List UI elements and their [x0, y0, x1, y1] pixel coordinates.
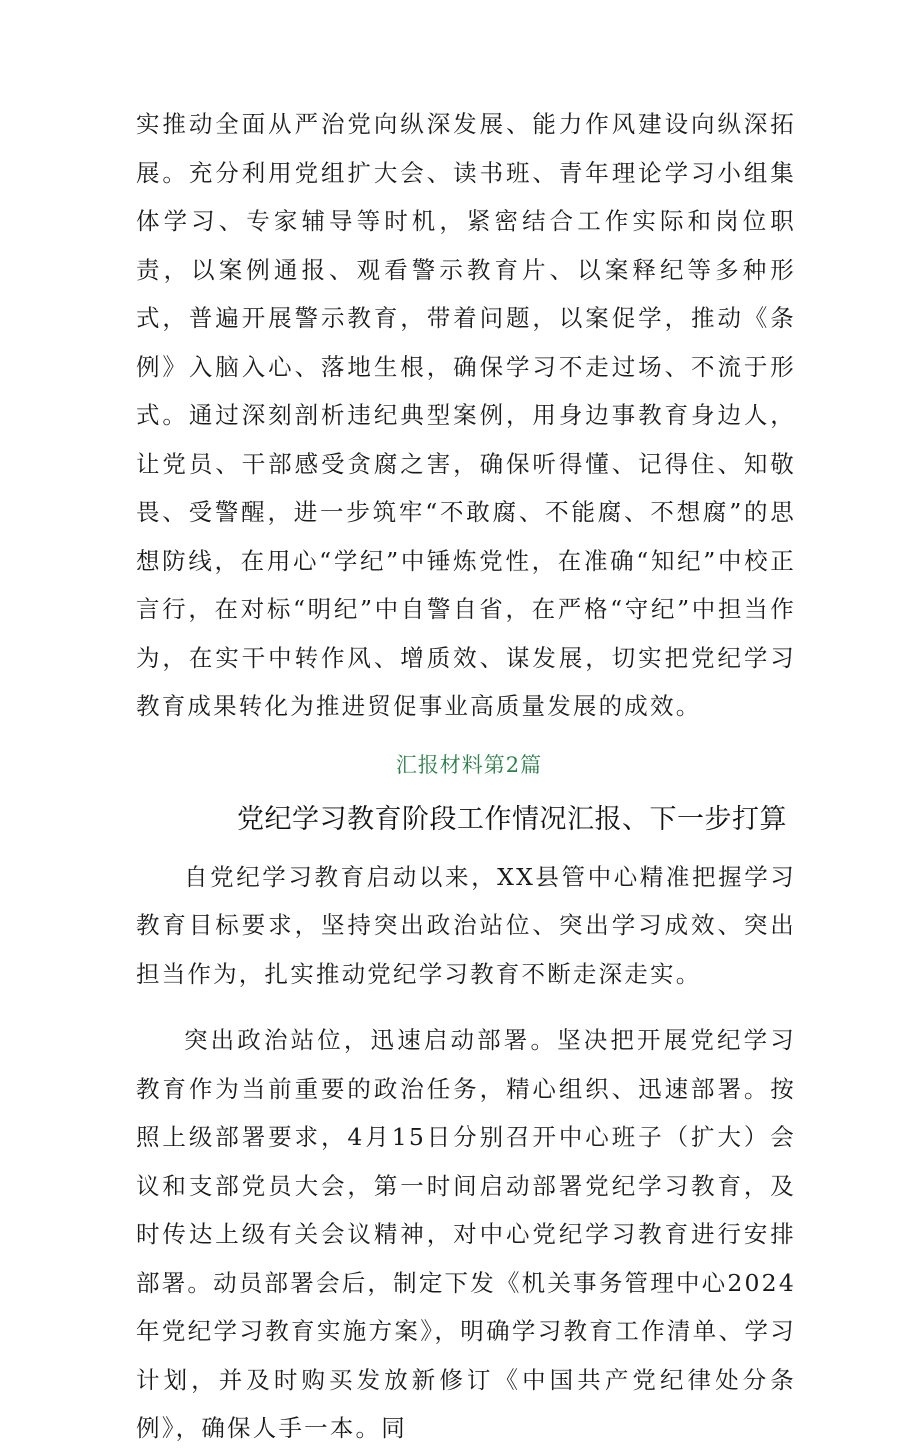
body-paragraph-2: 突出政治站位，迅速启动部署。坚决把开展党纪学习教育作为当前重要的政治任务，精心组织、迅速部署。按照上级部署要求，4月15日分别召开中心班子（扩大）会议和支部党员大会，第一时间启动部署党纪学习教育，及时传达上级有关会议精神，对中心党纪学习教育进行安排部署。动员部署会后，制定下发《机关事务管理中心2024年党纪学习教育实施方案》，明确学习教育工作清单、学习计划，并及时购买发放新修订《中国共产党纪律处分条例》，确保人手一本。同	[136, 1026, 796, 1442]
body-paragraph-1: 自党纪学习教育启动以来，XX县管中心精准把握学习教育目标要求，坚持突出政治站位、突出学习成效、突出担当作为，扎实推动党纪学习教育不断走深走实。	[136, 862, 796, 988]
document-page	[136, 100, 796, 1453]
section-title: 党纪学习教育阶段工作情况汇报、下一步打算	[237, 803, 787, 835]
paragraph-gap	[136, 998, 796, 1016]
intro-paragraph: 实推动全面从严治党向纵深发展、能力作风建设向纵深拓展。充分利用党组扩大会、读书班、青年理论学习小组集体学习、专家辅导等时机，紧密结合工作实际和岗位职责，以案例通报、观看警示教育片、以案释纪等多种形式，普遍开展警示教育，带着问题，以案促学，推动《条例》入脑入心、落地生根，确保学习不走过场、不流于形式。通过深刻剖析违纪典型案例，用身边事教育身边人，让党员、干部感受贪腐之害，确保听得懂、记得住、知敬畏、受警醒，进一步筑牢“不敢腐、不能腐、不想腐”的思想防线，在用心“学纪”中锤炼党性，在准确“知纪”中校正言行，在对标“明纪”中自警自省，在严格“守纪”中担当作为，在实干中转作风、增质效、谋发展，切实把党纪学习教育成果转化为推进贸促事业高质量发展的成效。	[136, 110, 796, 720]
section-label: 汇报材料第2篇	[395, 752, 543, 777]
